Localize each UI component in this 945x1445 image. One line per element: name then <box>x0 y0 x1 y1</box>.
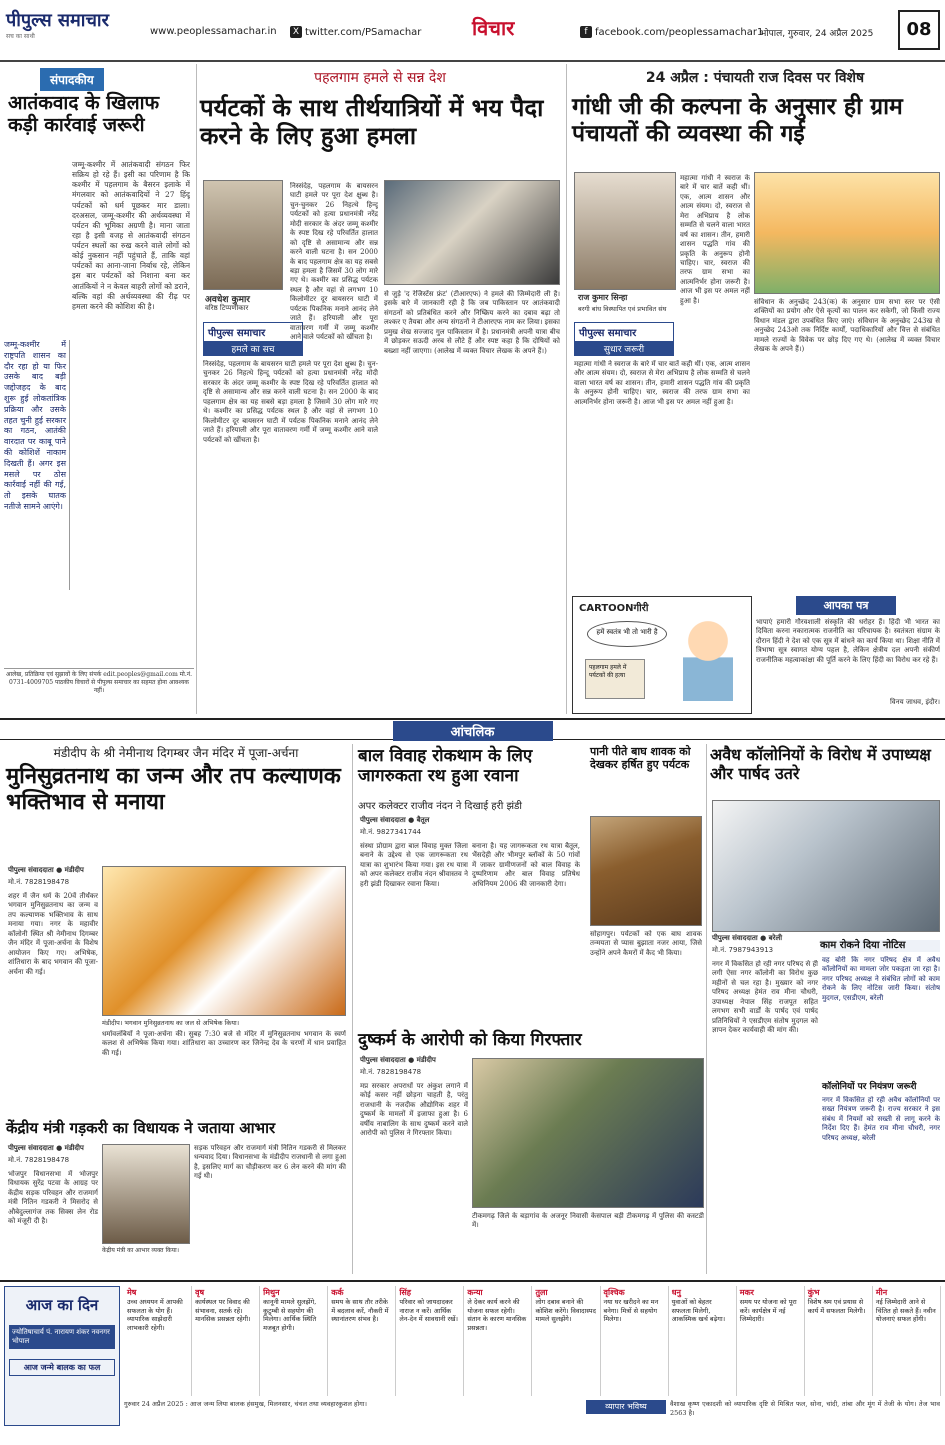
zodiac-sign-text: कानूनी मामले सुलझेंगे, कुटुम्बी से सहयोग की मिलेगा। आर्थिक स्थिति मजबूत होगी। <box>263 1298 317 1332</box>
letters-signoff: विनय जाधव, इंदौर। <box>889 698 940 706</box>
brand-logo[interactable]: पीपुल्स समाचार सच का साथी <box>6 10 109 40</box>
zodiac-sign <box>737 1286 805 1396</box>
zodiac-sign-text: समय के साथ तौर तरीके में बदलाव करें, नौकरी में स्थानांतरण संभव है। <box>331 1298 389 1324</box>
letters-body: भापाएं हमारी गौरवशाली संस्कृति की धरोहर हैं। हिंदी भी भारत का दिविता करना नकारात्मक राजनीति का परिचायक है। स्वतंत्रता संग्राम के दौरान हिंदी ने देश को एक सूत्र में बांधने का कार्य किया था। शिक्षा नीति में त्रिभाषा सूत्र स्वागत योग्य पहल है, लेकिन क्षेत्रीय दल अपनी संकीर्ण राजनीतिक महत्वाकांक्षा की पूर्ति करने के लिए हिंदी का विरोध कर रहे हैं। <box>756 618 940 664</box>
zodiac-sign <box>260 1286 328 1396</box>
cartoon-speech-bubble: हमें स्वतंत्र भी तो भारी है <box>587 621 667 647</box>
business-tag: व्यापार भविष्य <box>586 1400 666 1414</box>
zodiac-sign <box>396 1286 464 1396</box>
letters-box <box>756 596 940 714</box>
zodiac-sign <box>124 1286 192 1396</box>
zodiac-sign-name: तुला <box>535 1288 548 1297</box>
zodiac-sign <box>464 1286 532 1396</box>
horoscope-footer: गुरुवार 24 अप्रैल 2025 : आज जन्म लिया बालक हंसमुख, मिलनसार, चंचल तथा व्यवहारकुशल होगा। <box>124 1400 367 1408</box>
story6-caption: केंद्रीय मंत्री का आभार व्यक्त किया। <box>102 1247 179 1254</box>
page-header <box>0 0 945 62</box>
story5-byline: पीपुल्स संवाददाता ● मंडीदीप <box>360 1056 436 1064</box>
zodiac-sign-text: लोग दबाव बनाने की कोशिश करेंगे। विवादास्पद मामले सुलझेंगे। <box>535 1298 596 1324</box>
badge-brand: पीपुल्स समाचार <box>208 328 266 339</box>
badge-label: सुधार जरूरी <box>575 341 673 356</box>
story1-body: शहर में जैन धर्म के 20वें तीर्थंकर भगवान मुनिसुव्रतनाथ का जन्म व तप कल्याणक भक्तिभाव के साथ मनाया गया। नगर के महावीर कॉलोनी स्थित श्री नेमीनाथ दिगम्बर जैन मंदिर में पूजा-अर्चना के विशेष आयोजन किए गए। अभिषेक, शांतिधारा के बाद भगवान की पूजा-अर्चना की गई। <box>8 892 98 976</box>
zodiac-sign-name: सिंह <box>399 1288 412 1297</box>
column-divider <box>352 744 353 1274</box>
regional-label: आंचलिक <box>393 721 553 741</box>
story3-caption: सोहागपुर। पर्यटकों को एक बाघ शावक तन्मयता से प्यास बुझाता नजर आया, जिसे उन्होंने अपने कैमरों में कैद भी किया। <box>590 930 702 957</box>
article2-badge <box>574 322 674 356</box>
story3-title[interactable]: पानी पीते बाघ शावक को देखकर हर्षित हुए पर्यटक <box>590 745 691 771</box>
column-divider <box>566 64 567 714</box>
zodiac-sign-text: नया घर खरीदने का मन बनेगा। मित्रों से सहयोग मिलेगा। <box>603 1298 659 1324</box>
section-title: विचार <box>472 16 515 40</box>
twitter-link[interactable]: X twitter.com/PSamachar <box>290 26 421 38</box>
cartoon-sign: पहलगाम हमले में पर्यटकों की हत्या <box>585 659 645 699</box>
zodiac-sign-text: उच्च अध्ययन में आपकी सफलता के योग हैं। व्यापारिक साझेदारी लाभकारी रहेगी। <box>127 1298 183 1332</box>
article2-illustration <box>754 172 940 294</box>
business-body: वैशाख कृष्ण एकादशी को व्यापारिक दृष्टि से मिश्रित फल, सोना, चांदी, तांबा और मूंग में तेजी के योग। तेज भाव 2563 है। <box>670 1400 940 1417</box>
column-divider <box>196 64 197 714</box>
article1-body: निस्संदेह, पहलगाम के बायसरन घाटी हमले पर पूरा देश क्षुब्ध है। चुन-चुनकर 26 निहत्थे हिन्दू पर्यटकों को हत्या प्रधानमंत्री नरेंद्र मोदी सरकार के अंदर जम्मू कश्मीर के स्पष्ट दिख रहे परिवर्तित हालात को दृष्टि से असामान्य और सन्न करने वाली घटना है। सन 2000 के बाद पहलगाम क्षेत्र का यह सबसे बड़ा हमला है जिसमें 30 लोग मारे गए थे। कश्मीर का प्रसिद्ध पर्यटक स्थल है और वहां से लगभग 10 किलोमीटर दूर बायसरन घाटी में पर्यटक पिकनिक मनाने आनंद लेने जाते हैं। हरियाली और पूरा वातावरण गर्मी में जम्मू कश्मीर आने वाले पर्यटकों को खींचता है। <box>203 360 378 444</box>
editorial-title: आतंकवाद के खिलाफ कड़ी कार्रवाई जरूरी <box>8 92 160 137</box>
article1-badge <box>203 322 303 356</box>
page-number: 08 <box>898 10 940 50</box>
article1-body-cont: से जुड़े 'द रेजिस्टेंस फ्रंट' (टीआरएफ) ने हमले की जिम्मेदारी ली है। इसके बारे में जानकारी रही है कि जब पाकिस्तान पर आतंकवादी संगठनों को प्रतिबंधित करने और निष्क्रिय करने का दबाव बढ़ा तो लश्कर ए तैयबा और अन्य संगठनों ने टीआरएफ नाम कर लिया। इसका प्रमुख शेख सज्जाद गुल पाकिस्तान में है। प्रधानमंत्री अपनी यात्रा बीच में छोड़कर सऊदी अरब से लौटे हैं और स्पष्ट कहा है कि दोषियों को बख्शा नहीं जाएगा। (आलेख में व्यक्त विचार लेखक के अपने हैं।) <box>384 290 560 355</box>
column-divider <box>706 744 707 1274</box>
story4-notice: वह बोरी कि नगर परिषद क्षेत्र में अवैध कॉलोनियों का मामला जोर पकड़ता जा रहा है। नगर परिषद अध्यक्ष ने संबंधित लोगों को काम रोकने के लिए नोटिस जारी किया। संतोष मुदगल, एसडीएम, बरेली <box>822 956 940 1002</box>
story4-control-title: कॉलोनियों पर नियंत्रण जरूरी <box>822 1082 917 1092</box>
story6-phone: मो.नं. 7828198478 <box>8 1156 70 1164</box>
zodiac-sign-name: मिथुन <box>263 1288 280 1297</box>
zodiac-sign <box>192 1286 260 1396</box>
story1-phone: मो.नं. 7828198478 <box>8 878 70 886</box>
story6-byline: पीपुल्स संवाददाता ● मंडीदीप <box>8 1144 84 1152</box>
zodiac-sign-name: मकर <box>739 1288 754 1297</box>
article1-author-role: वरिष्ठ टिप्पणीकार <box>205 304 249 312</box>
article1-kicker: पहलगाम हमले से सन्न देश <box>314 70 446 86</box>
cartoon-figure <box>683 621 733 701</box>
story5-photo <box>472 1058 704 1208</box>
story4-phone: मो.नं. 7987943913 <box>712 946 774 954</box>
zodiac-sign <box>328 1286 396 1396</box>
dateline: भोपाल, गुरुवार, 24 अप्रैल 2025 <box>760 29 874 39</box>
horoscope-astrologer: ज्योतिषाचार्य पं. नारायण शंकर नवनगर भोपाल <box>9 1325 115 1349</box>
editorial-footer: आलेख, प्रतिक्रिया एवं सुझावों के लिए संपर्क edit.peoples@gmail.com मो.नं. 0731-4009705 पाठकीय विचारों से पीपुल्स समाचार का सहमत होना आवश्यक नहीं। <box>4 668 194 708</box>
zodiac-sign-text: कार्यस्थल पर विवाद की संभावना, सतर्क रहें। मानसिक प्रसन्नता रहेगी। <box>195 1298 251 1324</box>
badge-brand: पीपुल्स समाचार <box>579 328 637 339</box>
twitter-icon: X <box>290 26 302 38</box>
article2-body-intro: महात्मा गांधी ने स्वराज के बारे में चार बातें कही थीं। एक, आत्म शासन और आत्म संयम। दो, स्वराज से मेरा अभिप्राय है लोक सम्मति से चलने वाला भारत वर्ष का शासन। तीन, हमारी शासन पद्धति गांव की प्रकृति के अनुरूप होनी चाहिए। चार, स्वराज की तरफ ग्राम सभा का आत्मनिर्भर होना जरूरी है। आज भी इस पर अमल नहीं हुआ है। <box>680 174 750 305</box>
article2-title[interactable]: गांधी जी की कल्पना के अनुसार ही ग्राम पंचायतों की व्यवस्था की गई <box>572 94 903 148</box>
zodiac-sign-name: कर्क <box>331 1288 344 1297</box>
article1-title[interactable]: पर्यटकों के साथ तीर्थयात्रियों में भय पैदा करने के लिए हुआ हमला <box>200 94 544 151</box>
story2-body-cont: बनाना है। यह जागरूकता रथ यात्रा बैतूल, भैंसदेही और भीमपुर ब्लॉकों के 50 गांवों में जाकर ग्रामीणजनों को बाल विवाह के दुष्परिणाम और बाल विवाह प्रतिषेध अधिनियम 2006 की जानकारी देगा। <box>472 842 580 888</box>
story2-title[interactable]: बाल विवाह रोकथाम के लिए जागरुकता रथ हुआ रवाना <box>358 746 533 787</box>
zodiac-sign <box>532 1286 600 1396</box>
story3-photo <box>590 816 702 926</box>
zodiac-sign-name: मेष <box>127 1288 137 1297</box>
story5-title[interactable]: दुष्कर्म के आरोपी को किया गिरफ्तार <box>358 1030 582 1050</box>
article2-author: राज कुमार सिन्हा <box>578 293 628 302</box>
zodiac-sign-name: वृष <box>195 1288 205 1297</box>
website-link[interactable]: www.peoplessamachar.in <box>150 26 277 37</box>
horoscope-title: आज का दिन <box>25 1296 99 1314</box>
article1-author: अवधेश कुमार <box>205 295 250 305</box>
story5-caption: टीकमगढ़ जिले के बड़ागांव के अजनूर निवासी केसपाल बड़ी टीकमगढ़ में पुलिस की कस्टडी में। <box>472 1212 704 1230</box>
article2-body: महात्मा गांधी ने स्वराज के बारे में चार बातें कही थीं। एक, आत्म शासन और आत्म संयम। दो, स्वराज से मेरा अभिप्राय है लोक सम्मति से चलने वाला भारत वर्ष का शासन। तीन, हमारी शासन पद्धति गांव की प्रकृति के अनुरूप होनी चाहिए। चार, स्वराज की तरफ ग्राम सभा का आत्मनिर्भर होना जरूरी है। आज भी इस पर अमल नहीं हुआ है। <box>574 360 750 406</box>
article1-body-intro: निस्संदेह, पहलगाम के बायसरन घाटी हमले पर पूरा देश क्षुब्ध है। चुन-चुनकर 26 निहत्थे हिन्दू पर्यटकों को हत्या प्रधानमंत्री नरेंद्र मोदी सरकार के अंदर जम्मू कश्मीर के स्पष्ट दिख रहे परिवर्तित हालात को दृष्टि से असामान्य और सन्न करने वाली घटना है। सन 2000 के बाद पहलगाम क्षेत्र का यह सबसे बड़ा हमला है जिसमें 30 लोग मारे गए थे। कश्मीर का प्रसिद्ध पर्यटक स्थल है और वहां से लगभग 10 किलोमीटर दूर बायसरन घाटी में पर्यटक पिकनिक मनाने आनंद लेने जाते हैं। हरियाली और पूरा वातावरण गर्मी में जम्मू कश्मीर आने वाले पर्यटकों को खींचता है। <box>290 182 378 341</box>
zodiac-sign-text: युवाओं को बेहतर सफलता मिलेगी, आकस्मिक खर्च बढ़ेगा। <box>671 1298 726 1324</box>
facebook-link[interactable]: f facebook.com/peoplessamachar1 <box>580 26 763 38</box>
editorial-pullquote: जम्मू-कश्मीर में राष्ट्रपति शासन का दौर रहा हो या फिर उसके बाद बड़ी जद्दोजहद के बाद शुरू हुई लोकतांत्रिक प्रक्रिया और उसके तहत चुनी हुई सरकार का गठन, आतंकी वारदात पर काबू पाने की कोशिशें नाकाम दिखती हैं। अगर इस मसले पर ठोस कार्रवाई नहीं की गई, तो इसके घातक नतीजे सामने आएंगे। <box>4 340 70 590</box>
zodiac-sign <box>669 1286 737 1396</box>
facebook-icon: f <box>580 26 592 38</box>
letters-title: आपका पत्र <box>796 596 896 615</box>
zodiac-sign-name: मीन <box>875 1288 888 1297</box>
story1-body-cont: धर्मावलंबियों ने पूजा-अर्चना की। सुबह 7:30 बजे से मंदिर में मुनिसुव्रतनाथ भगवान के स्वर्ण कलश से अभिषेक किया गया। शांतिधारा का उच्चारण कर जिनेन्द्र देव के चरणों में धान प्रवाहित की गई। <box>102 1030 346 1057</box>
story1-title[interactable]: मुनिसुव्रतनाथ का जन्म और तप कल्याणक भक्तिभाव से मनाया <box>6 764 341 815</box>
editorial-tag: संपादकीय <box>40 68 104 91</box>
story1-caption: मंडीदीप। भगवान मुनिसुव्रतनाथ का जल से अभिषेक किया। <box>102 1019 240 1027</box>
story4-photo <box>712 800 940 932</box>
horoscope-promo: आज जन्मे बालक का फल <box>9 1359 115 1376</box>
zodiac-sign-name: कन्या <box>467 1288 483 1297</box>
zodiac-sign <box>805 1286 873 1396</box>
story4-byline: पीपुल्स संवाददाता ● बरेली <box>712 934 783 942</box>
zodiac-sign-name: धनु <box>671 1288 681 1297</box>
editorial-body: जम्मू-कश्मीर में आतंकवादी संगठन फिर सक्रिय हो रहे हैं। इसी का परिणाम है कि कश्मीर में पहलगाम के बैसरन इलाके में मंगलवार को आतंकवादियों ने 27 हिंदू पर्यटकों को धर्म पूछकर मार डाला। दरअसल, जम्मू-कश्मीर की अर्थव्यवस्था में पर्यटन की भूमिका अग्रणी है। माना जाता रहा है इसी वजह से आतंकवादी संगठन पर्यटन स्थलों का रुख करने वाले लोगों को कोई नुकसान नहीं पहुंचाते हैं, ताकि वहां पर्यटकों का आना-जाना निर्बाध रहे, लेकिन इस बार पर्यटकों को निशाना बना कर आतंकियों ने न केवल बाहरी लोगों को डराने, बल्कि वहां की अर्थव्यवस्था की रीढ़ पर हमला करने की कोशिश की है। <box>72 160 190 311</box>
story4-control: नगर में विकसित हो रही अवैध कॉलोनियों पर सख्त नियंत्रण जरूरी है। राज्य सरकार ने इस संबंध में नियमों को सख्ती से लागू करने के निर्देश दिए हैं। हेमंत राव मीना चौधरी, नगर परिषद अध्यक्ष, बरेली <box>822 1096 940 1142</box>
author-photo <box>203 180 283 290</box>
regional-band <box>0 718 945 740</box>
horoscope-divider <box>0 1280 945 1282</box>
cartoon-title: CARTOONगीरी <box>579 603 649 614</box>
story6-body: भोजपुर विधानसभा में भोजपुर विधायक सुरेंद्र पटवा के आग्रह पर केंद्रीय सड़क परिवहन और राजमार्ग मंत्री नितिन गडकरी ने मिसरोद से औबेदुल्लागंज तक सिक्स लेन रोड को मंजूरी दी है। <box>8 1170 98 1226</box>
badge-label: हमले का सच <box>204 341 302 356</box>
zodiac-sign-text: नई जिम्मेदारी आने से चिंतित हो सकते हैं। नवीन योजनाएं सफल होंगी। <box>875 1298 936 1324</box>
story2-body: संस्था प्रोग्राम द्वारा बाल विवाह मुक्त जिला बनाने के उद्देश्य से एक जागरूकता रथ यात्रा का शुभारंभ किया गया। इस रथ यात्रा को अपर कलेक्टर राजीव नंदन श्रीवास्तव ने हरी झंडी दिखाकर रवाना किया। <box>360 842 468 888</box>
story1-kicker: मंडीदीप के श्री नेमीनाथ दिगम्बर जैन मंदिर में पूजा-अर्चना <box>53 746 299 760</box>
story5-body: मप्र सरकार अपराधों पर अंकुश लगाने में कोई कसर नहीं छोड़ना चाहती है, परंतु राजधानी के नजदीक औद्योगिक शहर में दुष्कर्म के मामलों में इजाफा हुआ है। 6 वर्षीय नाबालिग के साथ दुष्कर्म करने वाले आरोपी को पुलिस ने गिरफ्तार किया। <box>360 1082 468 1138</box>
story4-body: नगर में विकसित हो रही नगर परिषद से ही लगी ऐसा नगर कॉलोनी का विरोध कुछ महीनों से चल रहा है। मुख्यार को नगर परिषद अध्यक्ष हेमंत राव मीना चौधरी, उपाध्यक्ष नेपाल सिंह राजपूत सहित लगभग सभी वार्डों के पार्षद एवं पार्षद प्रतिनिधियों ने एसडीएम संतोष मुदगल को ज्ञापन देकर कार्यवाही की मांग की। <box>712 960 818 1035</box>
story2-phone: मो.नं. 9827341744 <box>360 828 422 836</box>
zodiac-sign-text: ले देकर कार्य करने की योजना सफल रहेगी। संतान के कारण मानसिक प्रसन्नता। <box>467 1298 527 1332</box>
story1-photo <box>102 866 346 1016</box>
article2-kicker: 24 अप्रैल : पंचायती राज दिवस पर विशेष <box>645 70 865 86</box>
story4-notice-title: काम रोकने दिया नोटिस <box>820 940 940 952</box>
author-photo <box>574 172 676 290</box>
zodiac-grid <box>124 1286 941 1396</box>
story4-title[interactable]: अवैध कॉलोनियों के विरोध में उपाध्यक्ष और पार्षद उतरे <box>710 745 931 783</box>
story6-body-cont: सड़क परिवहन और राजमार्ग मंत्री नितिन गडकरी से मिलकर धन्यवाद दिया। विधानसभा के मंडीदीप राजधानी से लगा हुआ है, इसलिए मार्ग का चौड़ीकरण कर 6 लेन करने की मांग की गई थी। <box>194 1144 346 1181</box>
story5-phone: मो.नं. 7828198478 <box>360 1068 422 1076</box>
zodiac-sign-text: विशेष श्रम एवं प्रयास से कार्य में सफलता मिलेगी। <box>807 1298 866 1315</box>
article2-body-cont: संविधान के अनुच्छेद 243(क) के अनुसार ग्राम सभा स्तर पर ऐसी शक्तियों का प्रयोग और ऐसे कृत्यों का पालन कर सकेगी, जो किसी राज्य विधान मंडल द्वारा उपबंधित किए जाएं। संविधान के अनुच्छेद 243ख से अनुच्छेद 243ओ तक निर्दिष्ट कार्यों, पदाधिकारियों और वित्त से संबंधित मामले राज्यों के विवेक पर छोड़ दिए गए थे। (आलेख में व्यक्त विचार लेखक के अपने हैं।) <box>754 298 940 354</box>
article2-author-role: बरगी बांध विस्थापित एवं प्रभावित संघ <box>578 305 667 313</box>
zodiac-sign <box>601 1286 669 1396</box>
zodiac-sign-name: कुंभ <box>807 1288 820 1297</box>
story2-byline: पीपुल्स संवाददाता ● बैतूल <box>360 816 430 824</box>
story1-byline: पीपुल्स संवाददाता ● मंडीदीप <box>8 866 84 874</box>
story6-photo <box>102 1144 190 1244</box>
cartoon-box <box>572 596 752 714</box>
zodiac-sign-text: समय पर योजना को पूरा करें। कार्यक्षेत्र में नई जिम्मेदारी। <box>739 1298 797 1324</box>
zodiac-sign-name: वृश्चिक <box>603 1288 625 1297</box>
article1-photo <box>384 180 560 285</box>
zodiac-sign <box>873 1286 941 1396</box>
zodiac-sign-text: परिवार को जायदादकर नाराज न करें। आर्थिक लेन-देन में सावधानी रखें। <box>399 1298 458 1324</box>
story2-subtitle: अपर कलेक्टर राजीव नंदन ने दिखाई हरी झंडी <box>358 801 522 812</box>
story6-title[interactable]: केंद्रीय मंत्री गड़करी का विधायक ने जताया आभार <box>6 1119 276 1137</box>
horoscope-heading-box <box>4 1286 120 1426</box>
